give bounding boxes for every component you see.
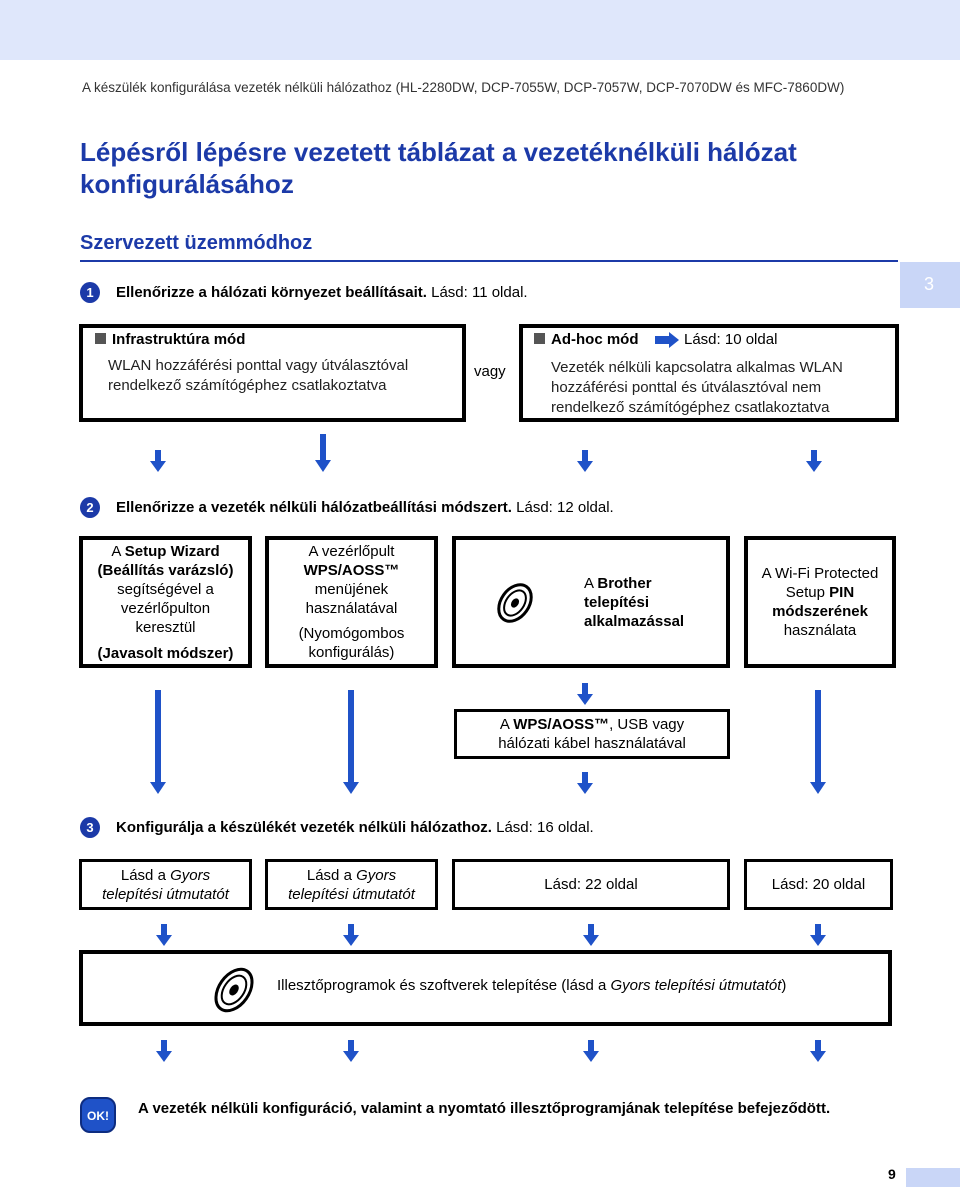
page-22-reference: Lásd: 22 oldal (544, 876, 638, 893)
down-arrow-icon (577, 450, 593, 472)
bottom-tab (906, 1168, 960, 1187)
or-label: vagy (474, 363, 506, 380)
wps-control-panel-box (265, 536, 438, 668)
setup-wizard-text: A Setup Wizard (Beállítás varázsló) segítségével a vezérlőpulton keresztül (Javasolt módszer) (97, 542, 234, 662)
step-number-1: 1 (80, 282, 100, 303)
cd-rom-icon (492, 580, 538, 626)
quick-setup-guide-box-1[interactable] (79, 859, 252, 910)
down-arrow-icon (583, 924, 599, 946)
down-arrow-icon (315, 434, 331, 472)
right-arrow-icon (655, 332, 679, 348)
step-3-instruction: Konfigurálja a készülékét vezeték nélküli hálózathoz. (116, 819, 492, 836)
setup-wizard-box (79, 536, 252, 668)
adhoc-mode-title: Ad-hoc mód (534, 331, 639, 348)
section-subtitle: Szervezett üzemmódhoz (80, 232, 313, 254)
step-3-reference[interactable]: Lásd: 16 oldal. (496, 819, 594, 836)
wps-pin-box (744, 536, 896, 668)
page-20-reference-box[interactable] (744, 859, 893, 910)
down-arrow-icon (810, 924, 826, 946)
down-arrow-icon (343, 924, 359, 946)
ok-badge-label: OK! (87, 1109, 109, 1123)
down-arrow-icon (806, 450, 822, 472)
down-arrow-icon (343, 1040, 359, 1062)
page-number: 9 (888, 1166, 896, 1182)
step-2-text (116, 499, 614, 516)
page-title: Lépésről lépésre vezetett táblázat a vezetéknélküli hálózat konfigurálásához (80, 137, 797, 199)
running-header: A készülék konfigurálása vezeték nélküli hálózathoz (HL-2280DW, DCP-7055W, DCP-7057W, DCP-7070DW és MFC-7860DW) (82, 80, 845, 95)
wps-control-panel-text: A vezérlőpult WPS/AOSS™ menüjének használatával (Nyomógombos konfigurálás) (298, 543, 405, 661)
title-rule (80, 260, 898, 262)
step-number-2: 2 (80, 497, 100, 518)
quick-setup-guide-box-2[interactable] (265, 859, 438, 910)
quick-setup-guide-text-1: Lásd a Gyors telepítési útmutatót (102, 866, 229, 903)
cable-method-box (454, 709, 730, 759)
adhoc-mode-description: Vezeték nélküli kapcsolatra alkalmas WLAN hozzáférési ponttal és útválasztóval nem rendelkező számítógéphez csatlakoztatva (551, 359, 843, 416)
down-arrow-icon (150, 450, 166, 472)
wps-pin-text: A Wi-Fi Protected Setup PIN módszerének használata (761, 565, 879, 639)
step-2-instruction: Ellenőrizze a vezeték nélküli hálózatbeállítási módszert. (116, 499, 512, 516)
infrastructure-mode-description: WLAN hozzáférési ponttal vagy útválasztóval rendelkező számítógéphez csatlakoztatva (108, 357, 409, 394)
down-arrow-icon (810, 690, 826, 794)
adhoc-mode-reference[interactable]: Lásd: 10 oldal (684, 331, 778, 348)
page-20-reference: Lásd: 20 oldal (771, 876, 866, 893)
down-arrow-icon (577, 683, 593, 705)
down-arrow-icon (156, 1040, 172, 1062)
step-number-3: 3 (80, 817, 100, 838)
infrastructure-mode-title: Infrastruktúra mód (95, 331, 245, 348)
top-band (0, 0, 960, 60)
square-bullet-icon (95, 333, 106, 344)
page-22-reference-box[interactable] (452, 859, 730, 910)
driver-install-text: Illesztőprogramok és szoftverek telepítése (lásd a Gyors telepítési útmutatót) (277, 977, 787, 994)
down-arrow-icon (156, 924, 172, 946)
step-1-text (116, 284, 528, 301)
completion-message: A vezeték nélküli konfiguráció, valamint a nyomtató illesztőprogramjának telepítése befejeződött. (138, 1100, 831, 1117)
step-2-reference[interactable]: Lásd: 12 oldal. (516, 499, 614, 516)
brother-installer-text: A Brother telepítési alkalmazással (584, 575, 685, 630)
cd-rom-icon (207, 964, 261, 1016)
ok-badge-icon (80, 1097, 116, 1133)
chapter-tab (900, 262, 960, 308)
quick-setup-guide-text-2: Lásd a Gyors telepítési útmutatót (288, 866, 415, 903)
down-arrow-icon (150, 690, 166, 794)
down-arrow-icon (810, 1040, 826, 1062)
down-arrow-icon (577, 772, 593, 794)
step-1-reference[interactable]: Lásd: 11 oldal. (431, 284, 528, 301)
chapter-number: 3 (924, 274, 935, 294)
step-1-instruction: Ellenőrizze a hálózati környezet beállításait. (116, 284, 427, 301)
step-3-text (116, 819, 594, 836)
down-arrow-icon (583, 1040, 599, 1062)
cable-method-text: A WPS/AOSS™, USB vagy hálózati kábel használatával (498, 716, 686, 752)
square-bullet-icon (534, 333, 545, 344)
down-arrow-icon (343, 690, 359, 794)
